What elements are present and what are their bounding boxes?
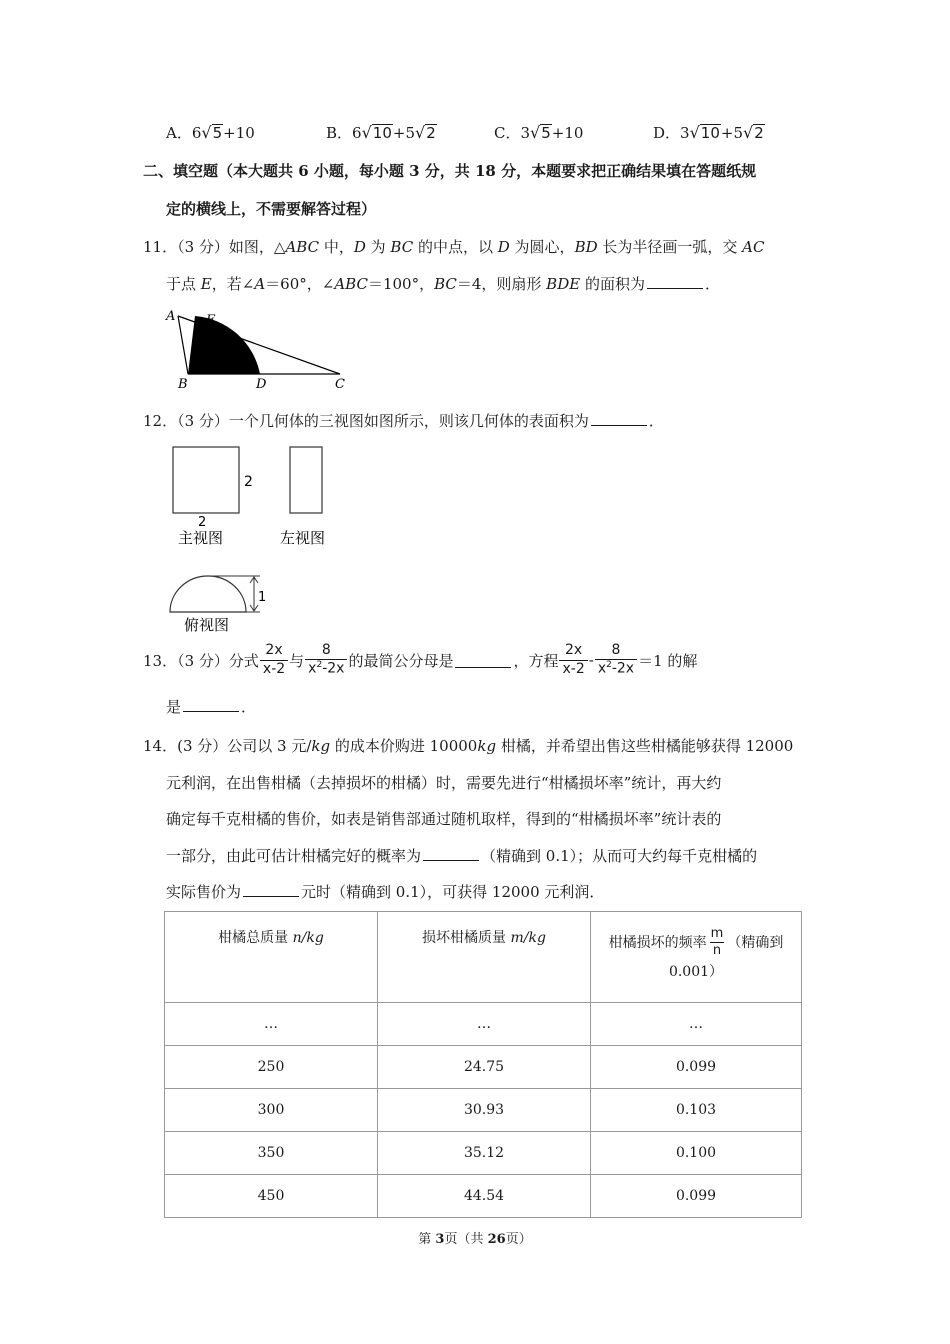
q14-line5: 实际售价为 元时（精确到 0.1），可获得 12000 元利润． <box>166 883 605 901</box>
front-view-square <box>173 447 239 513</box>
sector-bde <box>188 316 260 374</box>
q12-line: 12．（3 分）一个几何体的三视图如图所示，则该几何体的表面积为 ． <box>143 412 664 430</box>
option-b: B．6 √ 10 +5 √ 2 <box>326 123 436 142</box>
label-a: A <box>166 309 176 324</box>
table-row: 350 35.12 0.100 <box>165 1132 802 1175</box>
q14-line3: 确定每千克柑橘的售价，如表是销售部通过随机取样，得到的“柑橘损坏率”统计表的 <box>166 810 722 828</box>
header-damaged-mass: 损坏柑橘质量 m/kg <box>378 912 591 1003</box>
page-footer: 第 3页（共 26页） <box>418 1232 532 1247</box>
dim-side: 2 <box>244 474 253 490</box>
header-frequency: 柑橘损坏的频率 $\frac{m}{n}$ （精确到 0.001） <box>591 912 802 1003</box>
label-c: C <box>335 377 345 392</box>
front-view-label: 主视图 <box>178 529 224 547</box>
section-heading-line1: 二、填空题（本大题共 6 小题，每小题 3 分，共 18 分，本题要求把正确结果填在答题纸规 <box>143 162 757 180</box>
damage-rate-table <box>164 911 802 1218</box>
header-total-mass: 柑橘总质量 n/kg <box>165 912 378 1003</box>
q14-line1: 14．(3 分）公司以 3 元/kg 的成本价购进 10000kg 柑橘，并希望出售这些柑橘能够获得 12000 <box>143 737 794 755</box>
option-d: D．3 √ 10 +5 √ 2 <box>653 123 764 142</box>
table-row: 250 24.75 0.099 <box>165 1046 802 1089</box>
table-row: 300 30.93 0.103 <box>165 1089 802 1132</box>
q11-line1: 11．（3 分）如图，△ABC 中，D 为 BC 的中点，以 D 为圆心，BD 长为半径画一弧，交 AC <box>143 238 765 256</box>
answer-blank <box>423 846 479 861</box>
option-a: A．6 √ 5 +10 <box>166 123 255 142</box>
answer-blank <box>647 274 703 289</box>
answer-blank <box>243 882 299 897</box>
top-view-semicircle <box>170 576 246 612</box>
label-b: B <box>178 377 188 392</box>
triangle-figure <box>160 304 360 394</box>
option-c: C．3 √ 5 +10 <box>494 123 584 142</box>
dim-top: 1 <box>258 590 267 605</box>
q13-line2: 是 ． <box>166 698 257 716</box>
answer-blank <box>183 697 239 712</box>
top-view-label: 俯视图 <box>184 616 230 634</box>
q14-line2: 元利润，在出售柑橘（去掉损坏的柑橘）时，需要先进行“柑橘损坏率”统计，再大约 <box>166 774 722 792</box>
table-row: … … … <box>165 1003 802 1046</box>
q11-line2: 于点 E，若∠A＝60°，∠ABC＝100°，BC＝4，则扇形 BDE 的面积为 ． <box>166 275 720 293</box>
label-e: E <box>206 313 216 328</box>
dim-bottom: 2 <box>198 515 207 530</box>
fraction-1: $\frac{2x}{x-2}$ <box>260 642 288 678</box>
fraction-2: $\frac{8}{x^2-2x}$ <box>305 642 347 679</box>
label-d: D <box>256 377 267 392</box>
q13-line1: 13．（3 分）分式 $\frac{2x}{x-2}$ 与 $\frac{8}{x^2-2x}$ 的最简公分母是 ，方程 $\frac{2x}{x-2}$ - $\frac{8}{x^2-2x}$ ＝1 的解 <box>143 641 698 677</box>
left-view-rect <box>290 447 322 513</box>
section-heading-line2: 定的横线上，不需要解答过程） <box>166 200 377 218</box>
table-header-row <box>165 912 802 1003</box>
answer-blank <box>455 653 511 668</box>
three-view-figure <box>160 440 360 640</box>
q14-line4: 一部分，由此可估计柑橘完好的概率为 （精确到 0.1）；从而可大约每千克柑橘的 <box>166 847 758 865</box>
table-row: 450 44.54 0.099 <box>165 1175 802 1218</box>
left-view-label: 左视图 <box>280 529 326 547</box>
answer-blank <box>591 411 647 426</box>
sqrt-symbol: √ 5 <box>201 123 223 142</box>
